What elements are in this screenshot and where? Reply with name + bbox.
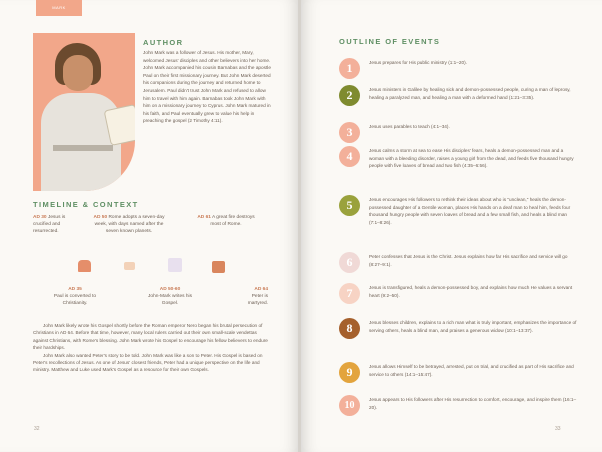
timeline-item <box>33 214 83 235</box>
right-page <box>301 0 602 452</box>
house-icon <box>78 260 91 272</box>
event-text: Jesus appears to His followers after His resurrection to comfort, encourage, and inspire them (16:1–20). <box>369 397 577 410</box>
event-text: Peter confesses that Jesus is the Christ. Jesus explains how far His sacrifice and service will go (8:27–9:1). <box>369 254 568 267</box>
ruins-icon <box>212 261 225 273</box>
timeline-text: Paul is converted to Christianity. <box>53 294 97 306</box>
event-number-badge: 1 <box>339 58 360 79</box>
timeline-item <box>140 286 200 307</box>
event-number-badge: 10 <box>339 395 360 416</box>
page-number: 33 <box>555 426 561 432</box>
event-number-badge: 4 <box>339 146 360 167</box>
event-text: Jesus ministers in Galilee by healing sick and demon-possessed people, curing a man of leprosy, healing a paralyzed man, and healing a man with a deformed hand (1:21–3:35). <box>369 87 571 100</box>
author-portrait-illustration <box>33 33 135 191</box>
timeline-item <box>90 214 168 235</box>
timeline-item <box>195 214 257 228</box>
star-icon <box>124 262 135 270</box>
author-heading: AUTHOR <box>143 38 184 47</box>
event-text: Jesus calms a storm at sea to ease His disciples' fears, heals a demon-possessed man and a woman with a bleeding disorder, raises a young girl from the dead, and feeds five thousand hungry people with five loaves of bread and two fish (4:35–6:56). <box>369 148 574 169</box>
event-number-badge: 9 <box>339 362 360 383</box>
body-paragraph: John Mark likely wrote his Gospel shortly before the Roman emperor Nero began his brutal persecution of Christians in AD 64. Before that time, however, many local rulers carried out their own small-scale vendettas against Christians, with Rome's blessing. John Mark wrote his Gospel to encourage his fellow believers to endure their hardships. <box>33 323 268 351</box>
event-number-badge: 2 <box>339 85 360 106</box>
event-number-badge: 6 <box>339 252 360 273</box>
section-tab-label: MARK <box>52 5 66 10</box>
timeline-year: AD 64 <box>254 287 268 292</box>
context-body-text <box>33 322 273 374</box>
timeline-text: John-Mark writes his Gospel. <box>148 294 192 306</box>
timeline-text: A great fire destroys most of Rome. <box>210 215 255 227</box>
timeline-year: AD 50 <box>93 215 108 220</box>
author-text: John Mark was a follower of Jesus. His mother, Mary, welcomed Jesus' disciples and other believers into her home. John Mark accompanied his cousin Barnabas and the apostle Paul on their first missionary journey. But John Mark deserted his companions during the journey and returned home to Jerusalem. Paul didn't trust John Mark and refused to allow him to travel with him again. Barnabas took John Mark with him on a missionary journey to Cyprus. John Mark matured in his faith, and Paul eventually grew to value his help in preaching the gospel (2 Timothy 4:11). <box>143 50 271 124</box>
timeline-year: AD 50-60 <box>159 287 181 292</box>
event-text: Jesus encourages His followers to rethink their ideas about who is "unclean," heals the demon-possessed daughter of a Gentile woman, places His hands on a deaf man to heal him, feeds four thousand hungry people with seven loaves of bread and a few small fish, and heals a blind man (7:1–8:26). <box>369 197 571 225</box>
timeline-text: Peter is martyred. <box>247 294 268 306</box>
timeline-year: AD 30 <box>33 215 47 220</box>
timeline-text: Rome adopts a seven-day week, with days named after the seven known planets. <box>94 215 165 234</box>
timeline-item <box>44 286 106 307</box>
timeline-heading: TIMELINE & CONTEXT <box>33 200 139 209</box>
event-text: Jesus allows Himself to be betrayed, arrested, put on trial, and crucified as part of His sacrifice and service to others (14:1–15:47). <box>369 364 574 377</box>
event-number-badge: 5 <box>339 195 360 216</box>
page-number: 32 <box>34 426 40 432</box>
left-page <box>0 0 299 452</box>
body-paragraph: John Mark also wanted Peter's story to be told. John Mark was like a son to Peter. His Gospel is based on Peter's recollections of Jesus. As one of Jesus' closest friends, Peter had a unique perspective on the life and ministry. Matthew and Luke used Mark's Gospel as a resource for their own Gospels. <box>33 352 263 373</box>
belt-shape <box>53 145 113 151</box>
event-number-badge: 7 <box>339 283 360 304</box>
scroll-icon <box>168 258 182 272</box>
timeline-year: AD 61 <box>197 215 211 220</box>
robe-shape <box>41 93 121 191</box>
section-tab <box>36 0 82 16</box>
timeline-year: AD 35 <box>68 287 82 292</box>
event-text: Jesus is transfigured, heals a demon-possessed boy, and explains how much He values a servant heart (9:2–50). <box>369 285 573 298</box>
outline-heading: OUTLINE OF EVENTS <box>339 37 441 46</box>
event-text: Jesus blesses children, explains to a rich man what is truly important, emphasizes the importance of serving others, heals a blind man, and praises a generous widow (10:1–13:37). <box>369 320 577 333</box>
timeline-item <box>238 286 268 307</box>
face-shape <box>63 55 93 91</box>
event-number-badge: 3 <box>339 122 360 143</box>
event-number-badge: 8 <box>339 318 360 339</box>
event-text: Jesus uses parables to teach (4:1–34). <box>369 124 450 129</box>
timeline-text: Jesus is crucified and resurrected. <box>33 215 66 234</box>
event-text: Jesus prepares for His public ministry (1:1–20). <box>369 60 467 65</box>
